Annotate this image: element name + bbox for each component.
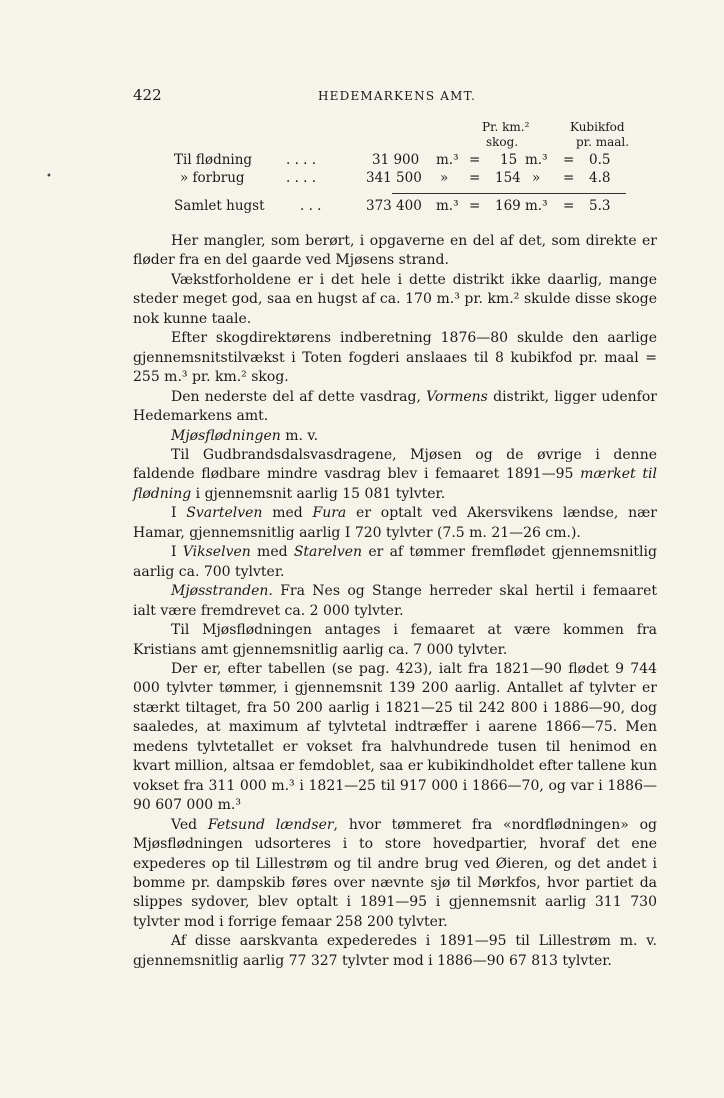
italic-term: Mjøsstranden. xyxy=(171,583,273,600)
table-cell-value: 373 400 xyxy=(366,198,422,214)
table-row-leader: . . . xyxy=(300,198,322,214)
col-header-pr-maal: pr. maal. xyxy=(576,135,630,149)
table-cell-per-maal: 5.3 xyxy=(589,198,611,214)
table-cell-equals: = xyxy=(563,198,575,214)
paragraph xyxy=(133,582,657,621)
table-cell-per-maal: 0.5 xyxy=(589,152,611,168)
running-title: HEDEMARKENS AMT. xyxy=(318,89,477,103)
text-run: Den nederste del af dette vasdrag, xyxy=(171,388,427,405)
table-cell-equals: = xyxy=(563,152,575,168)
text-run: med xyxy=(250,544,294,561)
paragraph: Til Mjøsflødningen antages i femaaret at være kommen fra Kristians amt gjennemsnitlig aarlig ca. 7 000 tylvter. xyxy=(133,622,657,658)
table-cell-unit: m.³ xyxy=(436,152,459,168)
paragraph: Af disse aarskvanta expederedes i 1891—95 til Lillestrøm m. v. gjennemsnitlig aarlig 77 327 tylvter mod i 1886—90 67 813 tylvter. xyxy=(133,933,657,969)
table-row-label: » forbrug xyxy=(180,170,245,186)
text-run: I xyxy=(171,544,183,561)
table-cell-per-km: 169 xyxy=(495,198,521,214)
table-cell-value: 31 900 xyxy=(372,152,420,168)
col-header-pr-km: Pr. km.² xyxy=(482,120,530,134)
table-row-leader: . . . . xyxy=(286,170,317,186)
paragraph: Efter skogdirektørens indberetning 1876—80 skulde den aarlige gjennemsnitstilvækst i Toten fogderi anslaaes til 8 kubikfod pr. maal = 255 m.³ pr. km.² skog. xyxy=(133,330,657,386)
table-cell-per-km: 15 xyxy=(500,152,518,168)
paragraph: Her mangler, som berørt, i opgaverne en del af det, som direkte er fløder fra en del gaarde ved Mjøsens strand. xyxy=(133,233,657,269)
table-cell-equals: = xyxy=(469,152,481,168)
body-text xyxy=(133,232,657,971)
text-run: er af tømmer fremflødet gjennemsnitlig aarlig ca. 700 tylvter. xyxy=(133,544,657,580)
text-run: med xyxy=(262,505,313,522)
paragraph xyxy=(133,446,657,504)
text-run: Fra Nes og Stange herreder skal hertil i femaaret ialt være fremdrevet ca. 2 000 tylvter. xyxy=(133,583,657,619)
table-cell-equals: = xyxy=(469,170,481,186)
paragraph: Der er, efter tabellen (se pag. 423), ialt fra 1821—90 flødet 9 744 000 tylvter tømmer, i gjennemsnit 139 200 aarlig. Antallet af tylvter er stærkt tiltaget, fra 50 200 aarlig i 1821—25 til 242 800 i 1886—90, dog saaledes, at maximum af tylvtetal indtræffer i aarene 1866—75. Men medens tylvtetallet er vokset fra halvhundrede tusen til henimod en kvart million, altsaa er femdoblet, saa er kubikindholdet efter tallene kun vokset fra 311 000 m.³ i 1821—25 til 917 000 i 1866—70, og var i 1886—90 607 000 m.³ xyxy=(133,660,657,814)
margin-dot: • xyxy=(46,171,52,182)
paragraph xyxy=(133,504,657,543)
paragraph: Vækstforholdene er i det hele i dette distrikt ikke daarlig, mange steder meget god, saa en hugst af ca. 170 m.³ pr. km.² skulde disse skoge nok kunne taale. xyxy=(133,271,657,327)
paragraph xyxy=(133,388,657,427)
col-header-kubikfod: Kubikfod xyxy=(570,120,625,134)
table-cell-unit: » xyxy=(440,170,449,186)
table-row-leader: . . . . xyxy=(286,152,317,168)
table-row-label: Til flødning xyxy=(174,152,253,168)
table-cell-value: 341 500 xyxy=(366,170,422,186)
text-run: distrikt, ligger udenfor Hedemarkens amt. xyxy=(133,388,657,425)
text-run: m. v. xyxy=(280,427,319,444)
table-cell-equals: = xyxy=(469,198,481,214)
table-cell-unit: m.³ xyxy=(525,198,548,214)
italic-term: Vormens xyxy=(426,388,488,405)
table-row-label: Samlet hugst xyxy=(174,198,265,214)
italic-term: Mjøsflødningen xyxy=(171,427,281,444)
table-sum-rule xyxy=(392,193,626,194)
table-cell-unit: » xyxy=(532,170,541,186)
italic-term: Fetsund lændser xyxy=(207,816,334,833)
paragraph xyxy=(133,816,657,933)
col-header-skog: skog. xyxy=(486,135,519,149)
text-run: I xyxy=(171,505,187,522)
italic-term: Fura xyxy=(312,505,347,522)
table-cell-unit: m.³ xyxy=(525,152,548,168)
table-cell-per-km: 154 xyxy=(495,170,521,186)
paragraph xyxy=(133,543,657,582)
italic-term: Vikselven xyxy=(182,544,251,561)
text-run: Ved xyxy=(171,816,208,833)
text-run: Til Gudbrandsdalsvasdragene, Mjøsen og de øvrige i denne faldende flødbare mindre vasdrag blev i femaaret 1891—95 xyxy=(133,446,657,483)
text-run: , hvor tømmeret fra «nordflødningen» og Mjøsflødningen udsorteres i to store hovedpartier, hvoraf det ene expederes op til Lillestrøm og til andre brug ved Øieren, og det andet i bomme pr. dampskib føres over nævnte sjø til Mørkfos, hvor partiet da slippes sydover, blev optalt i 1891—95 i gjennemsnit aarlig 311 730 tylvter mod i forrige femaar 258 200 tylvter. xyxy=(133,816,657,930)
table-cell-equals: = xyxy=(563,170,575,186)
italic-term: mærket til flødning xyxy=(133,466,657,502)
text-run: i gjennemsnit aarlig 15 081 tylvter. xyxy=(191,485,446,502)
text-run: er optalt ved Akersvikens lændse, nær Hamar, gjennemsnitlig aarlig I 720 tylvter (7.5 m. 21—26 cm.). xyxy=(133,505,657,541)
section-heading xyxy=(133,427,657,446)
italic-term: Svartelven xyxy=(186,505,263,522)
italic-term: Starelven xyxy=(293,544,363,561)
table-cell-per-maal: 4.8 xyxy=(589,170,611,186)
page-number: 422 xyxy=(133,86,162,104)
table-cell-unit: m.³ xyxy=(436,198,459,214)
